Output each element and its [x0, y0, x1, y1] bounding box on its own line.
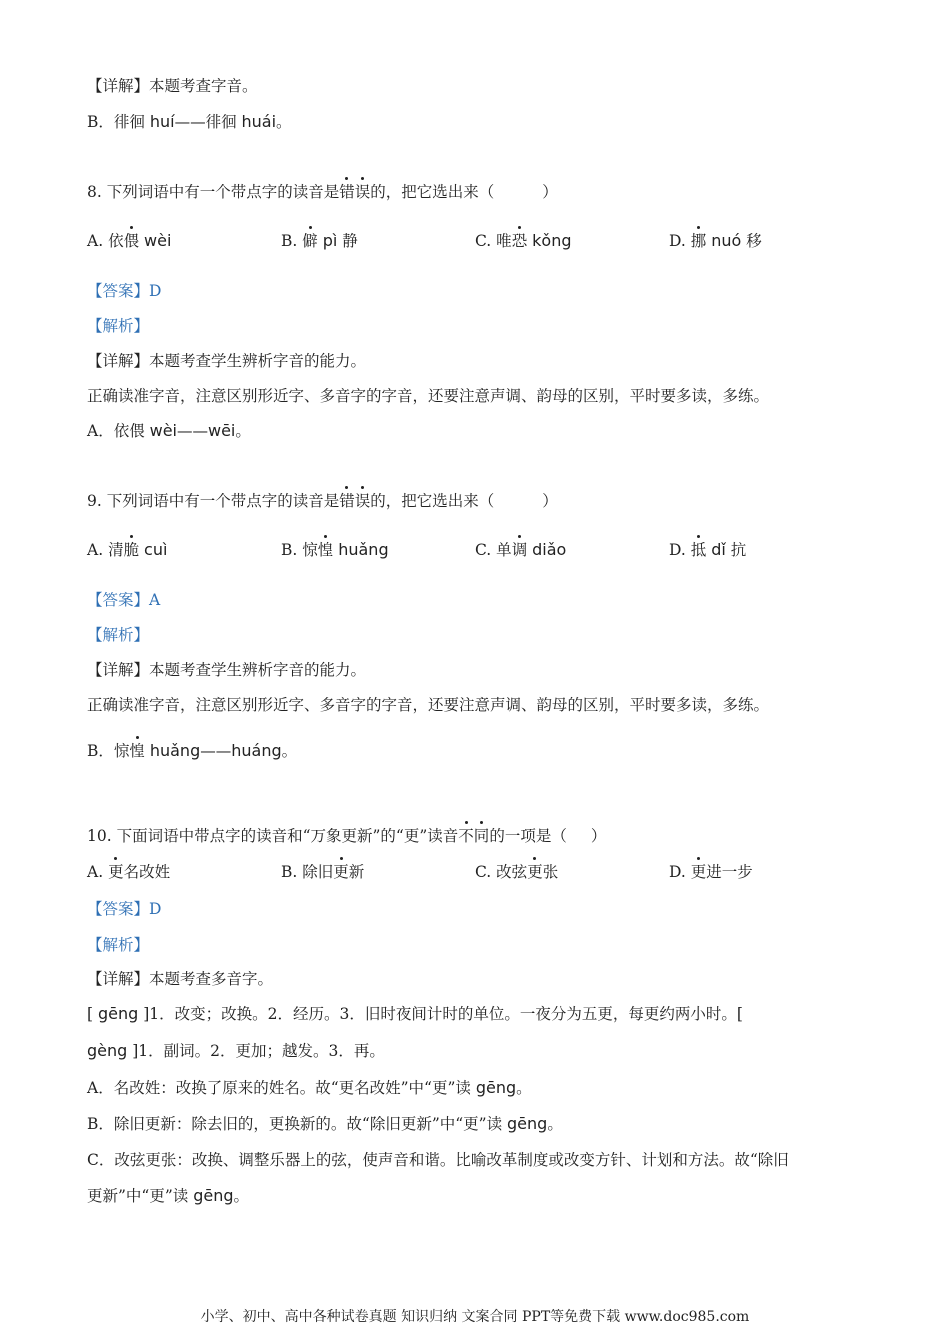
q10-analysis-heading: 【解析】	[87, 936, 150, 954]
q10-option-d[interactable]: D. 更进一步	[669, 863, 753, 881]
q8-option-b[interactable]: B. 僻 pì 静	[281, 231, 358, 250]
q9-explain: 正确读准字音，注意区别形近字、多音字的字音，还要注意声调、韵母的区别，平时要多读，多练。	[87, 696, 770, 714]
explanation-line: B．徘徊 huí——徘徊 huái。	[87, 112, 292, 131]
q10-detail: 【详解】本题考查多音字。	[87, 970, 274, 988]
q8-explanation-line: A．依偎 wèi——wēi。	[87, 421, 251, 440]
q10-option-b[interactable]: B. 除旧更新	[281, 863, 365, 881]
q10-definition-1: [ gēng ]1．改变；改换。2．经历。3．旧时夜间计时的单位。一夜分为五更，每更约两小时。[	[87, 1004, 743, 1023]
q9-option-d[interactable]: D. 抵 dǐ 抗	[669, 540, 747, 559]
q10-definition-2: gèng ]1．副词。2．更加；越发。3．再。	[87, 1041, 385, 1060]
q10-explain-c-cont: 更新”中“更”读 gēng。	[87, 1186, 250, 1205]
q9-answer: 【答案】A	[87, 591, 161, 609]
q10-option-a[interactable]: A. 更名改姓	[87, 863, 171, 881]
q8-option-a[interactable]: A. 依偎 wèi	[87, 231, 172, 250]
q10-answer: 【答案】D	[87, 900, 162, 918]
q10-explain-a: A．名改姓：改换了原来的姓名。故“更名改姓”中“更”读 gēng。	[87, 1078, 532, 1097]
q9-option-a[interactable]: A. 清脆 cuì	[87, 540, 168, 559]
q9-option-c[interactable]: C. 单调 diǎo	[475, 540, 567, 559]
q8-option-c[interactable]: C. 唯恐 kǒng	[475, 231, 572, 250]
q10-option-c[interactable]: C. 改弦更张	[475, 863, 559, 881]
question-9-stem: 9. 下列词语中有一个带点字的读音是错误的，把它选出来（ ）	[87, 492, 558, 510]
question-8-stem: 8. 下列词语中有一个带点字的读音是错误的，把它选出来（ ）	[87, 183, 558, 201]
q10-explain-b: B．除旧更新：除去旧的，更换新的。故“除旧更新”中“更”读 gēng。	[87, 1114, 563, 1133]
detail-line: 【详解】本题考查字音。	[87, 77, 258, 95]
q8-answer: 【答案】D	[87, 282, 162, 300]
q8-detail: 【详解】本题考查学生辨析字音的能力。	[87, 352, 367, 370]
q8-explain: 正确读准字音，注意区别形近字、多音字的字音，还要注意声调、韵母的区别，平时要多读，多练。	[87, 387, 770, 405]
q9-analysis-heading: 【解析】	[87, 626, 150, 644]
q8-option-d[interactable]: D. 挪 nuó 移	[669, 231, 762, 250]
page-footer: 小学、初中、高中各种试卷真题 知识归纳 文案合同 PPT等免费下载 www.doc985.com	[200, 1309, 750, 1325]
q9-option-b[interactable]: B. 惊惶 huǎng	[281, 540, 389, 559]
q9-detail: 【详解】本题考查学生辨析字音的能力。	[87, 661, 367, 679]
q9-explanation-line: B．惊惶 huǎng——huáng。	[87, 741, 298, 760]
question-10-stem: 10. 下面词语中带点字的读音和“万象更新”的“更”读音不同的一项是（ ）	[87, 827, 607, 845]
q10-explain-c: C．改弦更张：改换、调整乐器上的弦，使声音和谐。比喻改革制度或改变方针、计划和方法。故“除旧	[87, 1151, 789, 1169]
q8-analysis-heading: 【解析】	[87, 317, 150, 335]
